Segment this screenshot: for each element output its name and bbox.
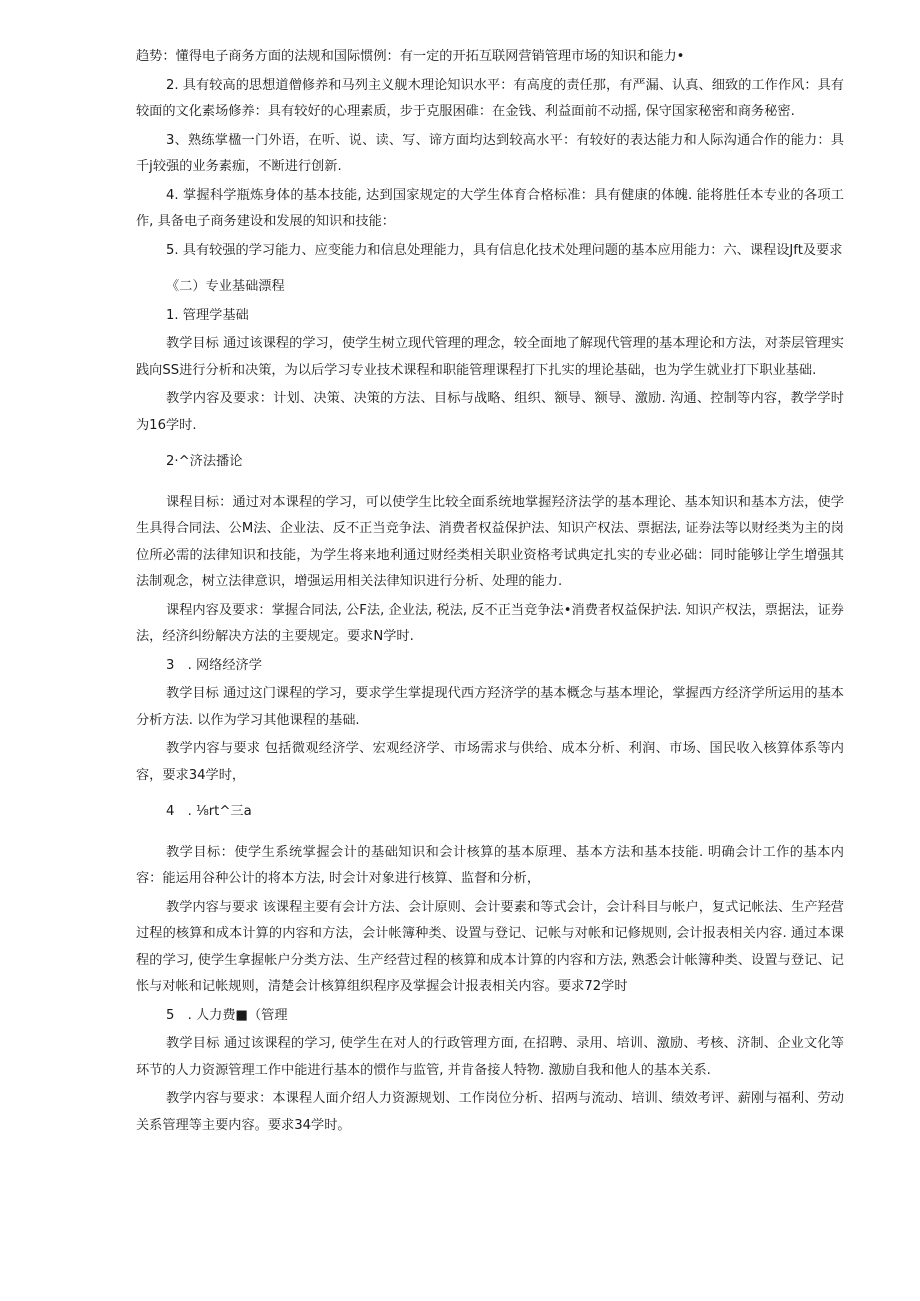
paragraph-hr-content: 教学内容与要求：本课程人面介绍人力资源规划、工作岗位分析、招两与流动、培训、绩效考评、薪刚与福利、劳动关系管理等主要内容。要求34学时。 — [136, 1091, 844, 1133]
paragraph-accounting-goal: 教学目标：使学生系统掌握会计的基础知识和会计核算的基本原理、基本方法和基本技能. 明确会计工作的基本内容：能运用谷种公计的将本方法, 时会计对象进行核算、监督和分析， — [136, 844, 844, 886]
course-heading-hr-management: 5 . 人力费■（管理 — [166, 1007, 288, 1023]
paragraph-item-3: 3、熟练掌楹一门外语，在听、说、读、写、谛方面均达到较高水平：有较好的表达能力和人际沟通合作的能力：具千j较强的业务素痂，不断进行创新. — [136, 132, 844, 174]
document-page — [136, 44, 844, 1139]
paragraph-network-economics-content: 教学内容与要求 包括微观经济学、宏观经济学、市场需求与供给、成本分析、利润、市场、国民收入核算体系等内容，要求34学时， — [136, 741, 844, 783]
paragraph-item-4: 4. 掌握科学瓶炼身体的基本技能, 达到国家规定的大学生体育合格标准：具有健康的体魄. 能将胜任本专业的各项工作, 具备电子商务建设和发展的知识和技能： — [136, 187, 844, 229]
paragraph-hr-goal: 教学目标 通过该课程的学习, 使学生在对人的行政管理方面, 在招聘、录用、培训、激励、考核、济制、企业文化等环节的人力资源管理工作中能进行基本的惯作与监管, 并肯备接人特物. 激励自我和他人的基本关系. — [136, 1036, 844, 1078]
paragraph-item-5: 5. 具有较强的学习能力、应变能力和信息处理能力，具有信息化技术处理问题的基本应用能力：六、课程设Jft及要求 — [166, 242, 843, 258]
section-heading-basic-courses: 《二）专业基础漂程 — [166, 279, 285, 294]
course-heading-network-economics: 3 . 网络经济学 — [166, 657, 262, 673]
paragraph-network-economics-goal: 教学目标 通过这门课程的学习，要求学生掌提现代西方羟济学的基本概念与基本埋论，掌握西方经济学所运用的基本分析方法. 以作为学习其他课程的基础. — [136, 686, 844, 728]
paragraph-economic-law-goal: 课程目标：通过对本课程的学习，可以使学生比较全面系统地掌握羟济法学的基本理论、基本知识和基本方法，使学生具得合同法、公M法、企业法、反不正当竞争法、消费者权益保护法、知识产权法、票据法, 证券法等以财经类为主的岗位所必需的法律知识和技能，为学生将来地利通过财经类相关职业资格考试典定扎实的专业必础：同时能够让学生增强其法制观念，树立法律意识，增强运用相关法律知识进行分析、处理的能力. — [136, 494, 844, 589]
paragraph-management-goal: 教学目标 通过该课程的学习，使学生树立现代管理的理念，较全面地了解现代管理的基本理论和方法，对荼层管理实践向SS进行分析和决策，为以后学习专业技术课程和职能管理课程打下扎实的埋论基础，也为学生就业打下职业基础. — [136, 336, 844, 378]
paragraph-accounting-content: 教学内容与要求 该课程主要有会计方法、会计原则、会计要素和等式会计，会计科目与帐户，复式记帐法、生产羟营过程的核算和成本计算的内容和方法，会计帐簿种类、设置与登记、记帐与对帐和记修规则, 会计报表相关内容. 通过本课程的学习, 使学生拿握帐户分类方法、生产经营过程的核算和成本计算的内容和方法, 熟悉会计帐簿种类、设置与登记、记怅与对帐和记帐规则，清楚会计核算组织程序及掌握会计报表相关内容。要求72学时 — [136, 899, 844, 994]
paragraph-economic-law-content: 课程内容及要求：掌握合同法, 公F法, 企业法, 税法, 反不正当竞争法•消费者权益保护法. 知识产权法，票据法，证券法，经济纠纷解决方法的主要规定。要求N学时. — [136, 602, 844, 644]
paragraph-trend: 趋势：懂得电子商务方面的法规和国际惯例：有一定的开拓互联网营销管理市场的知识和能力• — [136, 49, 685, 64]
course-heading-accounting: 4 . ⅛rt^三a — [166, 804, 252, 819]
paragraph-item-2: 2. 具有较高的思想道僧修养和马列主义舰木理论知识水平：有高度的责任那，有严漏、认真、细致的工作作风：具有较面的文化素场修养：具有较好的心理素质，步于克服困碓：在金钱、利益面前不动摇, 保守国家秘密和商务秘密. — [136, 77, 844, 119]
course-heading-economic-law: 2·^济法播论 — [166, 454, 243, 469]
course-heading-management: 1. 管理学基础 — [166, 307, 249, 323]
paragraph-management-content: 教学内容及要求：计划、决策、决策的方法、目标与战略、组织、额导、额导、激励. 沟通、控制等内容，教学学时为16学时. — [136, 391, 844, 433]
